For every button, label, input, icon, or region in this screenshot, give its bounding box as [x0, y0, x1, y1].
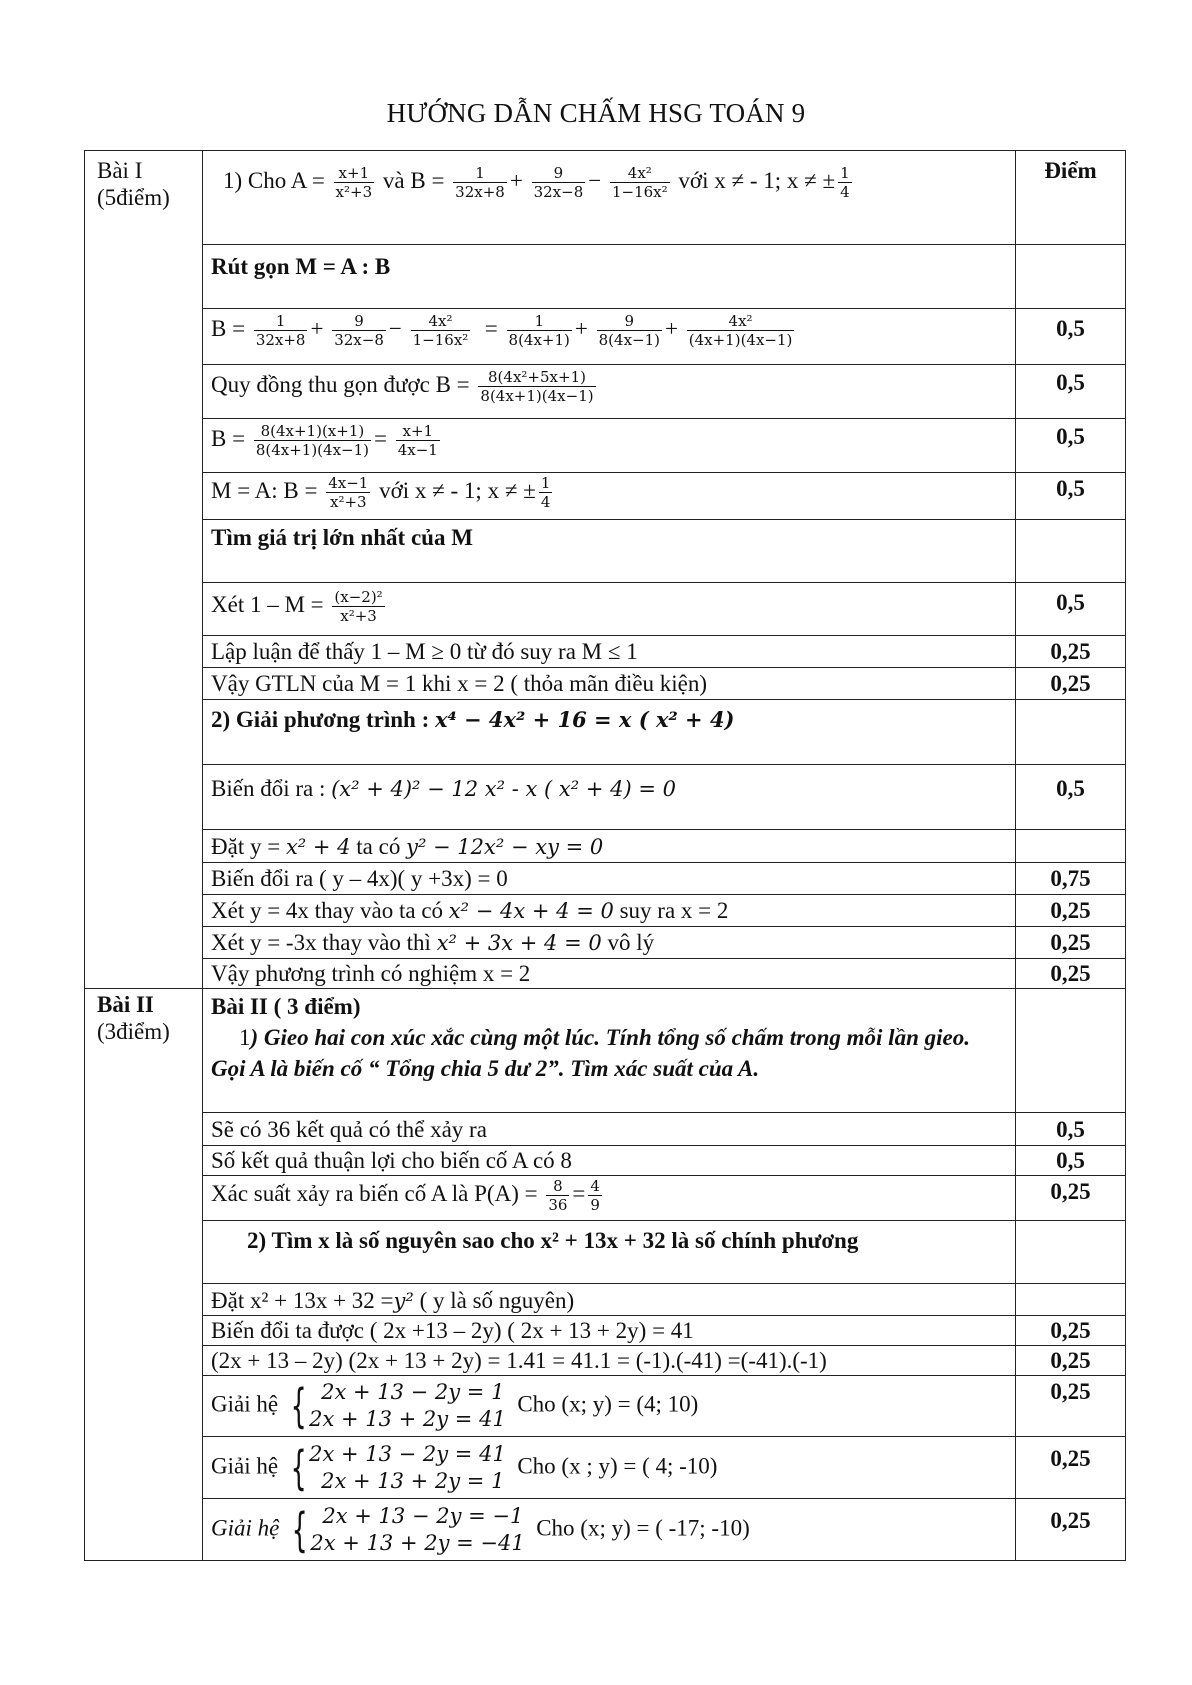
fraction: $\frac{1}{4}$ — [540, 474, 551, 511]
score-value: 0,25 — [1016, 1346, 1126, 1376]
step-text: Tìm giá trị lớn nhất của M — [203, 520, 1016, 583]
table-row — [85, 927, 1126, 959]
fraction: $\frac{1}{32x+8}$ — [455, 164, 505, 201]
table-row — [85, 1376, 1126, 1437]
step-text: Biến đổi ra : (x² + 4)² − 12 x² - x ( x² + 4) = 0 — [203, 765, 1016, 830]
score-header: Điểm — [1016, 151, 1126, 245]
section-points: (5điểm) — [97, 185, 170, 210]
equation-system: { 2x + 13 − 2y = 41 2x + 13 + 2y = 1 — [290, 1440, 506, 1495]
section-label: Bài II — [97, 992, 154, 1017]
table-row — [85, 365, 1126, 419]
question-text: ) Gieo hai con xúc xắc cùng một lúc. Tính tổng số chấm trong mỗi lần gieo. Gọi A là biến cố “ Tổng chia 5 dư 2”. Tìm xác suất của A. — [211, 1025, 970, 1081]
table-row — [85, 765, 1126, 830]
table-row — [85, 1113, 1126, 1146]
step-text: Xác suất xảy ra biến cố A là P(A) = $\frac{8}{36}$ = $\frac{4}{9}$ — [203, 1176, 1016, 1221]
step-text: Vậy phương trình có nghiệm x = 2 — [203, 959, 1016, 989]
fraction: $\frac{9}{8(4x-1)}$ — [598, 312, 661, 349]
score-value: 0,25 — [1016, 1437, 1126, 1499]
table-row — [85, 520, 1126, 583]
step-text: M = A: B = $\frac{4x-1}{\text{x²+3}}$ với x ≠ - 1; x ≠ ± $\frac{1}{4}$ — [203, 473, 1016, 520]
score-value: 0,25 — [1016, 1376, 1126, 1437]
score-value: 0,25 — [1016, 636, 1126, 668]
fraction: $\frac{8(4x+1)(x+1)}{8(4x+1)(4x-1)}$ — [255, 422, 369, 459]
step-text: Sẽ có 36 kết quả có thể xảy ra — [203, 1113, 1016, 1146]
score-value: 0,25 — [1016, 895, 1126, 927]
table-row — [85, 419, 1126, 473]
score-value: 0,25 — [1016, 1176, 1126, 1221]
step-text: (2x + 13 – 2y) (2x + 13 + 2y) = 1.41 = 41.1 = (-1).(-41) =(-41).(-1) — [203, 1346, 1016, 1376]
fraction: $\frac{9}{32x-8}$ — [334, 312, 384, 349]
fraction: $\frac{\text{(x−2)²}}{\text{x²+3}}$ — [334, 588, 383, 625]
fraction: $\frac{8}{36}$ — [548, 1177, 568, 1214]
table-row — [85, 863, 1126, 895]
table-row — [85, 1499, 1126, 1561]
table-row — [85, 473, 1126, 520]
table-row — [85, 1221, 1126, 1284]
score-value: 0,5 — [1016, 309, 1126, 365]
fraction: $\frac{\text{4x²}}{\text{1−16x²}}$ — [412, 312, 469, 349]
score-value: 0,25 — [1016, 1499, 1126, 1561]
table-row — [85, 989, 1126, 1113]
page-title: HƯỚNG DẪN CHẤM HSG TOÁN 9 — [386, 98, 806, 128]
score-value: 0,25 — [1016, 1316, 1126, 1346]
equation-system: { 2x + 13 − 2y = 1 2x + 13 + 2y = 41 — [290, 1379, 506, 1433]
step-text: B = $\frac{8(4x+1)(x+1)}{8(4x+1)(4x-1)}$ = $\frac{x+1}{4x-1}$ — [203, 419, 1016, 473]
score-value: 0,5 — [1016, 1113, 1126, 1146]
step-text: Vậy GTLN của M = 1 khi x = 2 ( thỏa mãn điều kiện) — [203, 668, 1016, 700]
problem-statement: Bài II ( 3 điểm) 1) Gieo hai con xúc xắc cùng một lúc. Tính tổng số chấm trong mỗi lần gieo. Gọi A là biến cố “ Tổng chia 5 dư 2”. Tìm xác suất của A. — [203, 989, 1016, 1113]
step-text: Quy đồng thu gọn được B = $\frac{\text{8(4x²+5x+1)}}{8(4x+1)(4x-1)}$ — [203, 365, 1016, 419]
step-text: 2) Tìm x là số nguyên sao cho x² + 13x + 32 là số chính phương — [203, 1221, 1016, 1284]
score-value: 0,5 — [1016, 583, 1126, 636]
score-value: 0,5 — [1016, 473, 1126, 520]
table-row — [85, 1346, 1126, 1376]
table-row — [85, 1437, 1126, 1499]
table-row — [85, 700, 1126, 765]
score-value: 0,5 — [1016, 419, 1126, 473]
fraction: $\frac{\text{8(4x²+5x+1)}}{8(4x+1)(4x-1)}$ — [480, 368, 594, 405]
fraction: $\frac{1}{4}$ — [840, 164, 850, 201]
table-row — [85, 636, 1126, 668]
step-text: Biến đổi ta được ( 2x +13 – 2y) ( 2x + 13 + 2y) = 41 — [203, 1316, 1016, 1346]
section-label: Bài I — [97, 158, 143, 183]
table-row — [85, 1316, 1126, 1346]
section-bai-1 — [85, 151, 203, 989]
step-text: Rút gọn M = A : B — [203, 245, 1016, 309]
section-points: (3điểm) — [97, 1019, 170, 1044]
step-text: Số kết quả thuận lợi cho biến cố A có 8 — [203, 1146, 1016, 1176]
step-text: B = $\frac{1}{32x+8}$ + $\frac{9}{32x-8}$ − $\frac{\text{4x²}}{\text{1−16x²}}$ = $\frac{1}{8(4x+1)}$ + $\frac{9}{8(4x-1)}$ + $\frac{\text{4x²}}{(4x+1)(4x-1)}$ — [203, 309, 1016, 365]
fraction: $\frac{4x-1}{\text{x²+3}}$ — [328, 474, 369, 511]
score-value: 0,5 — [1016, 765, 1126, 830]
fraction: $\frac{1}{8(4x+1)}$ — [508, 312, 570, 349]
table-row — [85, 959, 1126, 989]
table-row — [85, 1176, 1126, 1221]
fraction: $\frac{x+1}{\text{x²+3}}$ — [335, 164, 373, 201]
score-value: 0,75 — [1016, 863, 1126, 895]
section-heading: Bài II ( 3 điểm) — [211, 994, 361, 1019]
step-text: Biến đổi ra ( y – 4x)( y +3x) = 0 — [203, 863, 1016, 895]
table-row — [85, 1146, 1126, 1176]
table-row — [85, 895, 1126, 927]
section-bai-2 — [85, 989, 203, 1561]
table-row — [85, 830, 1126, 863]
score-value: 0,25 — [1016, 668, 1126, 700]
step-text: Lập luận để thấy 1 – M ≥ 0 từ đó suy ra M ≤ 1 — [203, 636, 1016, 668]
step-text: 2) Giải phương trình : x⁴ − 4x² + 16 = x ( x² + 4) — [203, 700, 1016, 765]
problem-statement: 1) Cho A = $\frac{x+1}{\text{x²+3}}$ và B = $\frac{1}{32x+8}$ + $\frac{9}{32x-8}$ − $\frac{\text{4x²}}{\text{1−16x²}}$ với x ≠ - 1; x ≠ ± $\frac{1}{4}$ — [203, 151, 1016, 245]
table-row — [85, 668, 1126, 700]
score-value: 0,25 — [1016, 927, 1126, 959]
step-text: Giải hệ { 2x + 13 − 2y = 1 2x + 13 + 2y = 41 Cho (x; y) = (4; 10) — [203, 1376, 1016, 1437]
equation-system: { 2x + 13 − 2y = −1 2x + 13 + 2y = −41 — [291, 1502, 525, 1557]
table-row — [85, 1284, 1126, 1316]
step-text: Giải hệ { 2x + 13 − 2y = 41 2x + 13 + 2y = 1 Cho (x ; y) = ( 4; -10) — [203, 1437, 1016, 1499]
step-text: Xét y = 4x thay vào ta có x² − 4x + 4 = 0 suy ra x = 2 — [203, 895, 1016, 927]
score-value: 0,5 — [1016, 1146, 1126, 1176]
fraction: $\frac{x+1}{4x-1}$ — [397, 422, 438, 459]
step-text: Xét 1 – M = $\frac{\text{(x−2)²}}{\text{x²+3}}$ — [203, 583, 1016, 636]
step-text: Giải hệ { 2x + 13 − 2y = −1 2x + 13 + 2y = −41 Cho (x; y) = ( -17; -10) — [203, 1499, 1016, 1561]
step-text: Đặt x² + 13x + 32 =y² ( y là số nguyên) — [203, 1284, 1016, 1316]
score-value: 0,25 — [1016, 959, 1126, 989]
table-row — [85, 309, 1126, 365]
table-row — [85, 151, 1126, 245]
fraction: $\frac{1}{32x+8}$ — [255, 312, 306, 349]
step-text: Xét y = -3x thay vào thì x² + 3x + 4 = 0 vô lý — [203, 927, 1016, 959]
table-row — [85, 245, 1126, 309]
score-value: 0,5 — [1016, 365, 1126, 419]
table-row — [85, 583, 1126, 636]
fraction: $\frac{4}{9}$ — [590, 1177, 600, 1214]
step-text: Đặt y = x² + 4 ta có y² − 12x² − xy = 0 — [203, 830, 1016, 863]
fraction: $\frac{\text{4x²}}{\text{1−16x²}}$ — [611, 164, 668, 201]
fraction: $\frac{9}{32x-8}$ — [533, 164, 584, 201]
grading-table — [84, 150, 1126, 1561]
fraction: $\frac{\text{4x²}}{(4x+1)(4x-1)}$ — [688, 312, 793, 349]
